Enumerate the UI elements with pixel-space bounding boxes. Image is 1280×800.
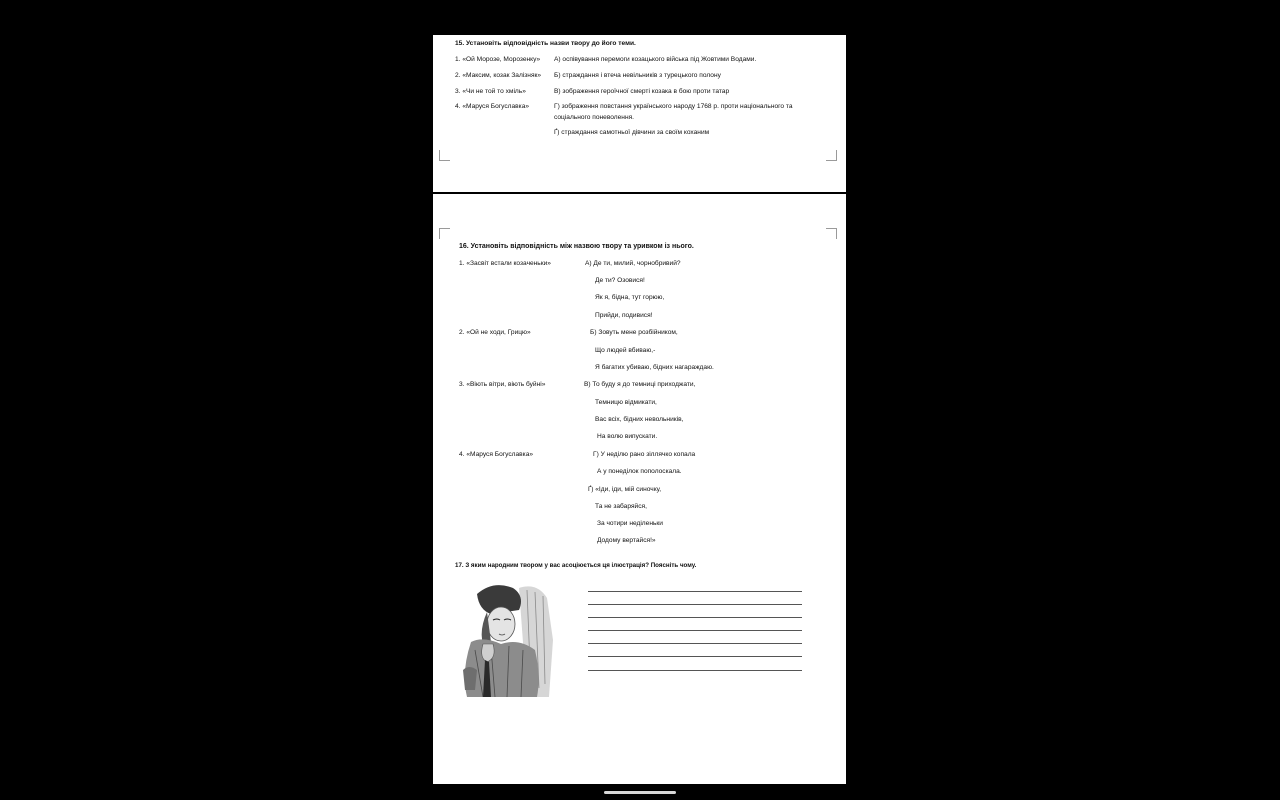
q16-excerpt-line: Вас всіх, бідних невольників, <box>595 416 684 423</box>
q16-excerpt-line: Як я, бідна, тут горюю, <box>595 294 665 301</box>
answer-line <box>588 604 802 605</box>
q15-item-3: 3. «Чи не той то хміль» <box>455 88 526 95</box>
crop-mark <box>439 228 450 239</box>
q16-excerpt-line: Б) Зовуть мене розбійником, <box>590 329 678 336</box>
answer-line <box>588 643 802 644</box>
q16-item-1: 1. «Засвіт встали козаченьки» <box>459 260 551 267</box>
woman-illustration <box>457 580 560 697</box>
q16-excerpt-line: Прийди, подивися! <box>595 312 653 319</box>
answer-line <box>588 617 802 618</box>
q16-excerpt-line: А у понеділок пополоскала. <box>597 468 682 475</box>
question-15-title: 15. Установіть відповідність назви твору до його теми. <box>455 40 636 47</box>
q15-option-e: Ґ) страждання самотньої дівчини за своїм коханим <box>554 129 710 136</box>
q15-item-1: 1. «Ой Морозе, Морозенку» <box>455 56 541 63</box>
question-16-title: 16. Установіть відповідність між назвою твору та уривком із нього. <box>459 243 694 250</box>
q16-excerpt-line: За чотири неділеньки <box>597 520 663 527</box>
q15-option-c: В) зображення героїчної смерті козака в бою проти татар <box>554 88 730 95</box>
crop-mark <box>439 150 450 161</box>
answer-line <box>588 591 802 592</box>
q16-item-2: 2. «Ой не ходи, Грицю» <box>459 329 531 336</box>
q16-excerpt-line: Г) У неділю рано зіллячко копала <box>593 451 696 458</box>
q15-item-4: 4. «Маруся Богуславка» <box>455 103 530 110</box>
q16-excerpt-line: Де ти? Озовися! <box>595 277 645 284</box>
q15-option-d-cont: соціального поневолення. <box>554 114 634 121</box>
q16-excerpt-line: В) То буду я до темниці приходжати, <box>584 381 696 388</box>
q16-excerpt-line: Темницю відмикати, <box>595 399 657 406</box>
question-17-title: 17. З яким народним твором у вас асоціюється ця ілюстрація? Поясніть чому. <box>455 562 697 569</box>
crop-mark <box>826 228 837 239</box>
document-page-1 <box>433 35 846 192</box>
q16-excerpt-line: Що людей вбиваю,- <box>595 347 656 354</box>
q16-excerpt-line: Та не забаряйся, <box>595 503 647 510</box>
crop-mark <box>826 150 837 161</box>
q16-item-3: 3. «Віють вітри, віють буйні» <box>459 381 546 388</box>
home-indicator[interactable] <box>604 791 676 794</box>
q15-option-b: Б) страждання і втеча невільників з турецького полону <box>554 72 721 79</box>
q16-excerpt-line: На волю випускати. <box>597 433 658 440</box>
q16-excerpt-line: А) Де ти, милий, чорнобривий? <box>585 260 681 267</box>
answer-line <box>588 630 802 631</box>
q15-item-2: 2. «Максим, козак Залізняк» <box>455 72 542 79</box>
q15-option-d: Г) зображення повстання українського народу 1768 р. проти національного та <box>554 103 793 110</box>
answer-line <box>588 656 802 657</box>
q16-item-4: 4. «Маруся Богуславка» <box>459 451 534 458</box>
answer-line <box>588 670 802 671</box>
q16-excerpt-line: Ґ) «Іди, іди, мій синочку, <box>588 486 662 493</box>
q16-excerpt-line: Додому вертайся!» <box>597 537 656 544</box>
q16-excerpt-line: Я багатих убиваю, бідних нагараждаю. <box>595 364 714 371</box>
q15-option-a: А) оспівування перемоги козацького війська під Жовтими Водами. <box>554 56 757 63</box>
document-page-2 <box>433 194 846 784</box>
